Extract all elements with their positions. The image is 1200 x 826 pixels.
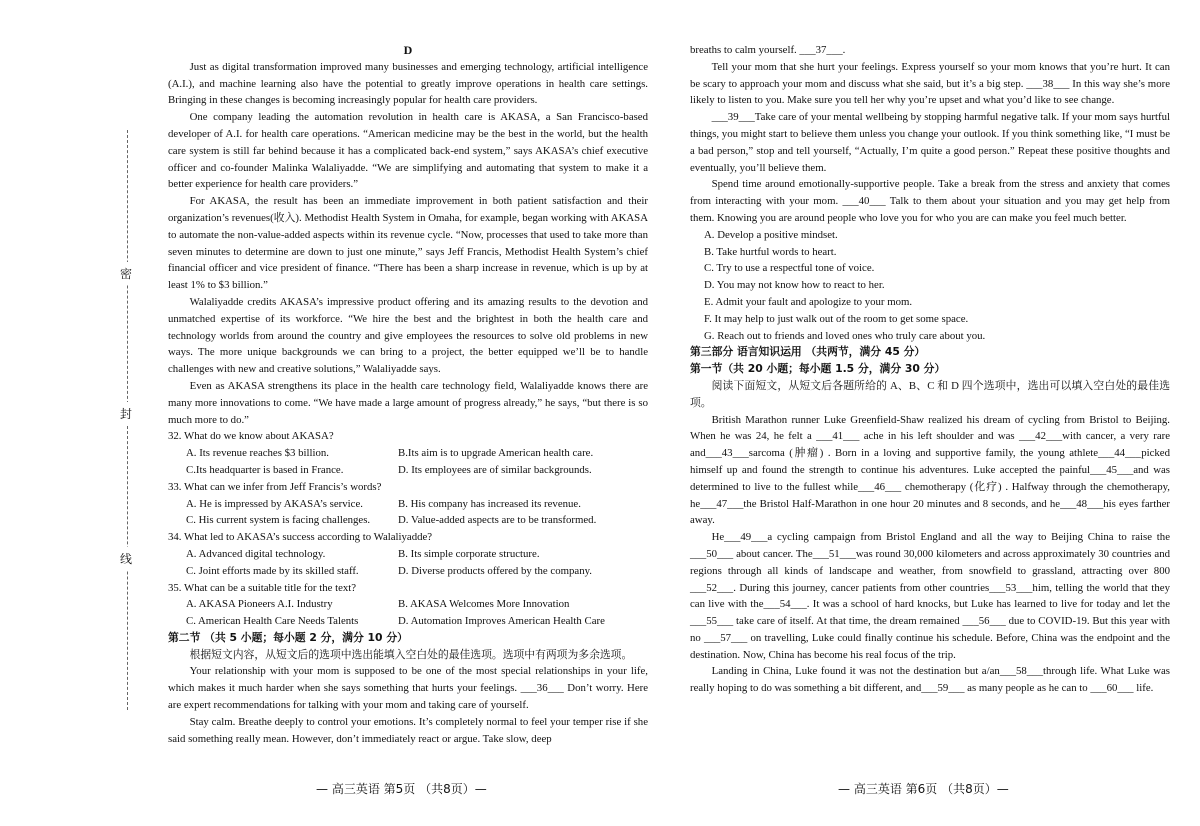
margin-mark-feng: 封 [120, 402, 132, 425]
option-d: D. Diverse products offered by the company. [398, 564, 592, 577]
passage-continuation: breaths to calm yourself. ___37___. [690, 44, 846, 56]
margin-mark-mi: 密 [120, 262, 132, 285]
right-page-column [690, 42, 1170, 697]
section-instructions: 阅读下面短文，从短文后各题所给的 A、B、C 和 D 四个选项中，选出可以填入空白处的最佳选项。 [690, 379, 1170, 409]
option-d: D. Automation Improves American Health Care [398, 615, 605, 628]
passage-paragraph: Walaliyadde credits AKASA’s impressive product offering and its amazing results to the devotion and unmatched expertise of its workforce. “We hire the best and the brightest in both the health care and technology worlds from around the country and give employees the resources to solve old problems in new ways. The more unique backgrounds we can bring to a project, the better equipped we’ll be to handle challenges with new and creative solutions,” Walaliyadde says. [168, 295, 648, 376]
passage-paragraph: Even as AKASA strengthens its place in the health care technology field, Walaliyadde knows there are many more innovations to come. “We have made a large amount of progress already,” he says, “but there is so much more to do.” [168, 379, 648, 426]
option-item: A. Develop a positive mindset. [704, 228, 838, 241]
option-item: G. Reach out to friends and loved ones who truly care about you. [704, 329, 986, 342]
option-b: B. Its simple corporate structure. [398, 547, 540, 560]
section-instructions: 根据短文内容，从短文后的选项中选出能填入空白处的最佳选项。选项中有两项为多余选项。 [189, 648, 633, 661]
option-b: B.Its aim is to upgrade American health care. [398, 447, 594, 460]
option-row [168, 512, 648, 529]
option-row [168, 445, 648, 462]
passage-paragraph: One company leading the automation revolution in health care is AKASA, a San Francisco-based developer of A.I. for health care operations. “American medicine may be the best in the world, but the health care system is still far behind because it has a complicated back-end system,” says AKASA’s chief executive officer and co-founder Malinka Walaliyadde. “We are simplifying and automating that system to make it a better experience for health care providers.” [168, 111, 648, 191]
option-a: A. Advanced digital technology. [186, 547, 326, 560]
left-page-column [168, 42, 648, 747]
option-row [168, 462, 648, 479]
option-item: B. Take hurtful words to heart. [704, 245, 837, 258]
cloze-paragraph: Landing in China, Luke found it was not the destination but a/an___58___through life. What Luke was really hoping to do was something a bit different, and___59___ as many people as he can to ___60___ life. [690, 665, 1170, 695]
option-d: D. Value-added aspects are to be transformed. [398, 514, 597, 527]
option-item: C. Try to use a respectful tone of voice. [704, 262, 875, 275]
option-d: D. Its employees are of similar backgrounds. [398, 463, 592, 476]
option-item: D. You may not know how to react to her. [704, 279, 885, 292]
option-b: B. AKASA Welcomes More Innovation [398, 598, 570, 611]
question-stem: 32. What do we know about AKASA? [168, 430, 334, 443]
option-row [168, 613, 648, 630]
option-a: A. AKASA Pioneers A.I. Industry [186, 598, 333, 611]
section-heading: 第二节 （共 5 小题；每小题 2 分，满分 10 分） [168, 630, 408, 644]
section-heading: 第一节（共 20 小题；每小题 1.5 分，满分 30 分） [690, 362, 946, 376]
passage-paragraph: For AKASA, the result has been an immediate improvement in both patient satisfaction and their organization’s revenues(收入). Methodist Health System in Omaha, for example, began working with AKASA to automate the non-value-added aspects within its revenue cycle. “Now, processes that used to take more than seven minutes to determine are down to just one minute,” says Jeff Francis, Methodist Health System’s chief financial officer and vice president of finance. “There has been a sharp increase in revenue, which is up by at least 1% to $3 billion.” [168, 195, 648, 292]
passage-paragraph: Your relationship with your mom is supposed to be one of the most special relationships in your life, which makes it much harder when she says something that hurts your feelings. ___36___ Don’t worry. Here are expert recommendations for talking with your mom and taking care of yourself. [168, 665, 648, 712]
option-c: C. Joint efforts made by its skilled staff. [186, 564, 359, 577]
option-b: B. His company has increased its revenue. [398, 497, 581, 510]
page-footer-left: — 高三英语 第5页 （共8页）— [316, 782, 487, 796]
part-heading: 第三部分 语言知识运用 （共两节，满分 45 分） [690, 345, 926, 359]
passage-paragraph: ___39___Take care of your mental wellbeing by stopping harmful negative talk. If your mom says hurtful things, you might start to believe them unless you change your outlook. If you think something like, “I must be a bad person,” stop and tell yourself, “Actually, I’m quite a good person.” Repeat these positive thoughts and eventually, you’ll believe them. [690, 111, 1170, 174]
option-c: C. His current system is facing challenges. [186, 514, 371, 527]
option-a: A. He is impressed by AKASA’s service. [186, 497, 363, 510]
cloze-paragraph: He___49___a cycling campaign from Bristol England and all the way to Beijing China to raise the ___50___ about cancer. The___51___was round 30,000 kilometers and across approximately 30 countries and regions through all kinds of landscape and weather, from snowfield to grassland, attracting over 800 ___52___. During this journey, cancer patients from other countries___53___him, telling the world that they can live with the___54___. It was a school of hard knocks, but Luke has learned to live for today and let the ___55___ take care of itself. At that time, the dream remained ___56___ due to COVID-19. But this year with no ___57___ on travelling, Luke could finally continue his schedule. Before, China was the endpoint and the destination. Now, China has become his real focus of the trip. [690, 531, 1170, 661]
margin-mark-xian: 线 [120, 547, 132, 570]
cloze-paragraph: British Marathon runner Luke Greenfield-Shaw realized his dream of cycling from Bristol to Beijing. When he was 24, he felt a ___41___ ache in his left shoulder and was ___42___with cancer, a very rare and___43___sarcoma (肿瘤) . Born in a loving and supportive family, the young athlete___44___picked himself up and found the strength to continue his adventures. Luke accepted the painful___45___and was determined to live to the fullest while___46___ chemotherapy (化疗) . Halfway through the chemotherapy, he___47___the Bristol Half-Marathon in one hour 20 minutes and 8 seconds, and he___48___his eyes farther away. [690, 413, 1170, 527]
question-stem: 33. What can we infer from Jeff Francis’s words? [168, 480, 382, 493]
option-row [168, 563, 648, 580]
option-list [704, 227, 1170, 345]
passage-paragraph: Just as digital transformation improved many businesses and emerging technology, artificial intelligence (A.I.), and machine learning also have the potential to greatly improve operations in health care settings. Bringing in these changes is becoming increasingly popular for health care providers. [168, 60, 648, 107]
passage-paragraph: Tell your mom that she hurt your feelings. Express yourself so your mom knows that you’re hurt. It can be scary to approach your mom and discuss what she said, but it’s a big step. ___38___ In this way she’s more likely to listen to you. Make sure you tell her why you’re upset and what you’d like to see change. [690, 60, 1170, 107]
option-c: C. American Health Care Needs Talents [186, 615, 359, 628]
option-row [168, 596, 648, 613]
passage-title: D [403, 43, 413, 57]
question-stem: 34. What led to AKASA’s success according to Walaliyadde? [168, 531, 433, 544]
passage-paragraph: Spend time around emotionally-supportive people. Take a break from the stress and anxiety that comes from interacting with your mom. ___40___ Talk to them about your situation and you may get help from them. Knowing you are around people who love you for who you are can make you feel much better. [690, 178, 1170, 224]
option-item: E. Admit your fault and apologize to your mom. [704, 295, 913, 308]
question-stem: 35. What can be a suitable title for the text? [168, 581, 357, 594]
page-footer-right: — 高三英语 第6页 （共8页）— [838, 782, 1009, 796]
option-row [168, 496, 648, 513]
option-c: C.Its headquarter is based in France. [186, 463, 344, 476]
option-a: A. Its revenue reaches $3 billion. [186, 447, 330, 460]
option-row [168, 546, 648, 563]
option-item: F. It may help to just walk out of the room to get some space. [704, 312, 969, 325]
passage-paragraph: Stay calm. Breathe deeply to control your emotions. It’s completely normal to feel your temper rise if she said something really mean. However, don’t immediately react or argue. Take slow, deep [168, 715, 648, 745]
